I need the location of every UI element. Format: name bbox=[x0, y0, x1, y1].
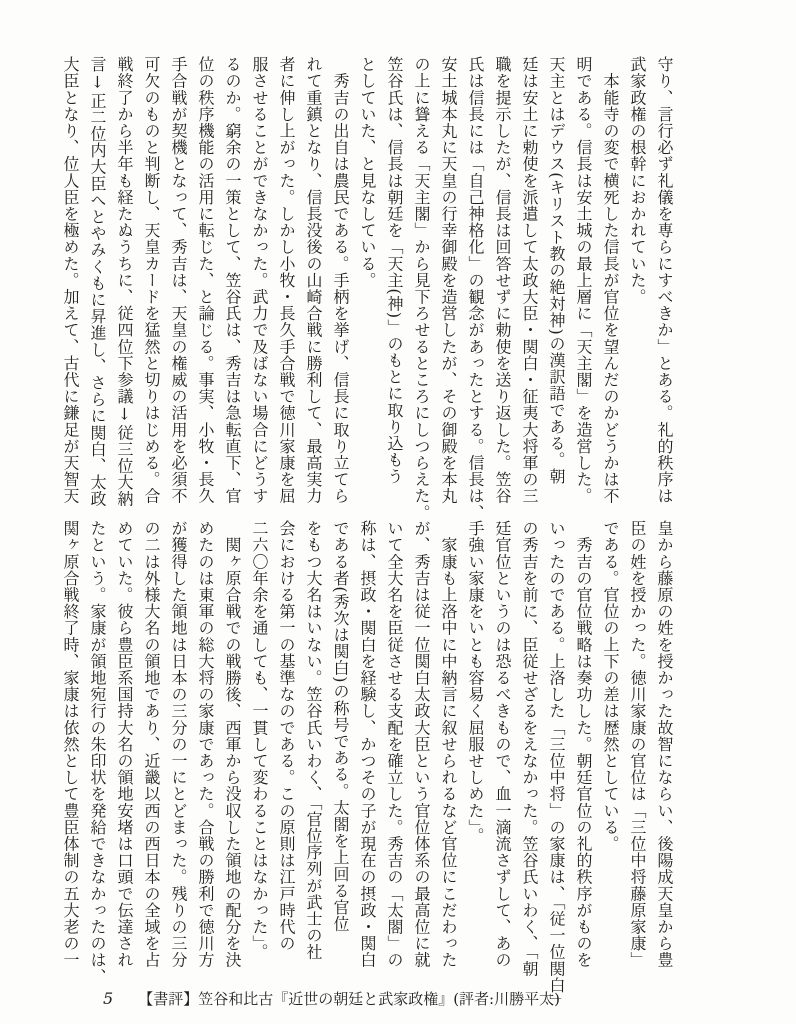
footer-review-label: 【書評】笠谷和比古『近世の朝廷と武家政権』(評者:川勝平太) bbox=[138, 990, 560, 1008]
text-column: 秀吉の官位戦略は奏功した。朝廷官位の礼的秩序がものを bbox=[574, 520, 593, 969]
text-column: 手合戦が契機となって、秀吉は、天皇の権威の活用を必須不 bbox=[169, 56, 188, 505]
text-column: 天主とはデウス(キリスト教の絶対神)の漢訳語である。朝 bbox=[547, 56, 566, 485]
text-column: が、秀吉は従一位関白太政大臣という官位体系の最高位に就 bbox=[412, 520, 431, 969]
text-column: 笠谷氏は、信長は朝廷を「天主(神)」のもとに取り込もう bbox=[385, 56, 404, 485]
text-column: 皇から藤原の姓を授かった故智にならい、後陽成天皇から豊 bbox=[655, 520, 674, 969]
text-column: いったのである。上洛した「三位中将」の家康は、「従一位関白」 bbox=[547, 520, 566, 1010]
text-column: れて重鎮となり、信長没後の山崎合戦に勝利して、最高実力 bbox=[304, 56, 323, 505]
text-column: 家康も上洛中に中納言に叙せられるなど官位にこだわった bbox=[439, 520, 458, 969]
text-column: 会における第一の基準なのである。この原則は江戸時代の bbox=[277, 520, 296, 952]
down-arrow-glyph: ↓ bbox=[88, 72, 107, 93]
text-column: 戦終了から半年も経たぬうちに、従四位下参議↓従三位大納 bbox=[115, 56, 134, 508]
text-column: 本能寺の変で横死した信長が官位を望んだのかどうかは不 bbox=[601, 56, 620, 505]
text-column: 者に伸し上がった。しかし小牧・長久手合戦で徳川家康を屈 bbox=[277, 56, 296, 505]
text-column: 服させることができなかった。武力で及ばない場合にどうす bbox=[250, 56, 269, 505]
text-column: いて全大名を臣従させる支配を確立した。秀吉の「太閤」の bbox=[385, 520, 404, 969]
text-column: めていた。彼ら豊臣系国持大名の領地安堵は口頭で伝達され bbox=[115, 520, 134, 969]
text-column: 手強い家康をいとも容易く屈服せしめた」。 bbox=[466, 520, 485, 844]
text-column: 言↓正二位内大臣へとやみくもに昇進し、さらに関白、太政 bbox=[88, 56, 107, 508]
text-column: 廷官位というのは恐るべきもので、血一滴流さずして、あの bbox=[493, 520, 512, 969]
text-column: 臣の姓を授かった。徳川家康の官位は「三位中将藤原家康」 bbox=[628, 520, 647, 969]
text-column: 廷は安土に勅使を派遣して太政大臣・関白・征夷大将軍の三 bbox=[520, 56, 539, 505]
text-column: るのか。窮余の一策として、笠谷氏は、秀吉は急転直下、官 bbox=[223, 56, 242, 505]
text-column: 武家政権の根幹におかれていた。 bbox=[628, 56, 647, 305]
text-column: である者(秀次は関白)の称号である。太閤を上回る官位 bbox=[331, 520, 350, 933]
text-column: の上に聳える「天主閣」から見下ろせるところにしつらえた。 bbox=[412, 56, 431, 521]
text-column: が獲得した領地は日本の三分の一にとどまった。残りの三分 bbox=[169, 520, 188, 969]
down-arrow-glyph: ↓ bbox=[115, 404, 134, 425]
page-footer bbox=[103, 988, 560, 1009]
text-column: 称は、摂政・関白を経験し、かつその子が現在の摂政・関白 bbox=[358, 520, 377, 969]
text-column: 大臣となり、位人臣を極めた。加えて、古代に鎌足が天智天 bbox=[61, 56, 80, 505]
text-column: 安土城本丸に天皇の行幸御殿を造営したが、その御殿を本丸 bbox=[439, 56, 458, 505]
text-column: 関ヶ原合戦終了時、家康は依然として豊臣体制の五大老の一 bbox=[61, 520, 80, 969]
page-number: 5 bbox=[103, 989, 114, 1008]
text-column: 可欠のものと判断し、天皇カードを猛然と切りはじめる。合 bbox=[142, 56, 161, 505]
text-column: めたのは東軍の総大将の家康であった。合戦の勝利で徳川方 bbox=[196, 520, 215, 969]
text-column: である。官位の上下の差は歴然としている。 bbox=[601, 520, 620, 852]
text-column: の秀吉を前に、臣従せざるをえなかった。笠谷氏いわく、「朝 bbox=[520, 520, 539, 977]
text-column: としていた、と見なしている。 bbox=[358, 56, 377, 289]
text-column: 秀吉の出自は農民である。手柄を挙げ、信長に取り立てら bbox=[331, 56, 350, 505]
text-column: 二六〇年余を通しても、一貫して変わることはなかった」。 bbox=[250, 520, 269, 961]
text-column: の二は外様大名の領地であり、近畿以西の西日本の全域を占 bbox=[142, 520, 161, 969]
text-column: 守り、言行必ず礼儀を専らにすべきか」とある。礼的秩序は bbox=[655, 56, 674, 505]
top-text-block bbox=[57, 56, 678, 521]
text-column: 職を提示したが、信長は回答せずに勅使を送り返した。笠谷 bbox=[493, 56, 512, 505]
text-column: 位の秩序機能の活用に転じた、と論じる。事実、小牧・長久 bbox=[196, 56, 215, 505]
text-column: たという。家康が領地宛行の朱印状を発給できなかったのは、 bbox=[88, 520, 107, 985]
text-column: をもつ大名はいない。笠谷氏いわく、「官位序列が武士の社 bbox=[304, 520, 323, 961]
text-column: 明である。信長は安土城の最上層に「天主閣」を造営した。 bbox=[574, 56, 593, 505]
text-column: 氏は信長には「自己神格化」の観念があったとする。信長は、 bbox=[466, 56, 485, 521]
text-column: 関ヶ原合戦での戦勝後、西軍から没収した領地の配分を決 bbox=[223, 520, 242, 969]
